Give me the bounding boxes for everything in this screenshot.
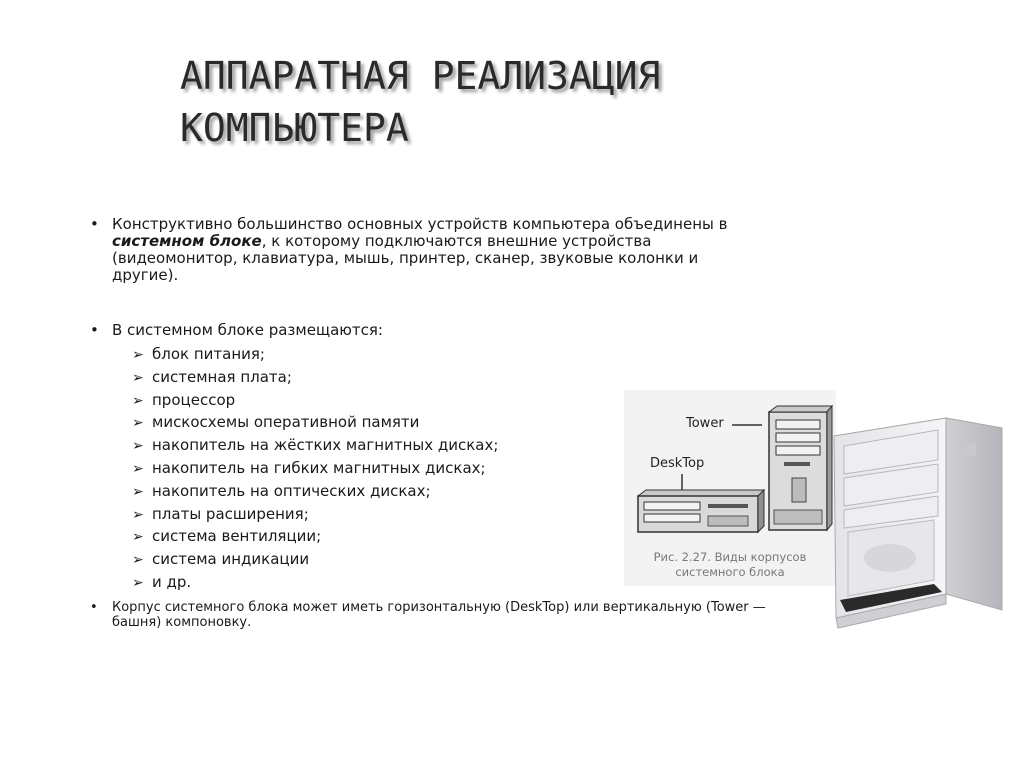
title-line-2: КОМПЬЮТЕРА [180, 106, 409, 150]
tower-case-icon [769, 406, 832, 530]
list-item: ➢ накопитель на оптических дисках; [132, 480, 612, 503]
arrow-bullet-icon: ➢ [132, 392, 144, 409]
list-item: ➢ мискосхемы оперативной памяти [132, 411, 612, 434]
title-line-1: АППАРАТНАЯ РЕАЛИЗАЦИЯ [180, 54, 661, 98]
components-list [132, 343, 612, 594]
list-item: ➢ системная плата; [132, 366, 612, 389]
arrow-bullet-icon: ➢ [132, 347, 144, 363]
list-item: ➢ блок питания; [132, 343, 612, 366]
list-item: ➢ процессор [132, 389, 612, 412]
slide-title [180, 50, 820, 154]
figure-caption: Рис. 2.27. Виды корпусов системного блока [653, 550, 807, 579]
para1-text-a: Конструктивно большинство основных устройств компьютера объединены в [112, 215, 728, 233]
paragraph-system-unit [92, 216, 762, 284]
arrow-bullet-icon: ➢ [132, 369, 144, 386]
arrow-bullet-icon: ➢ [132, 529, 144, 546]
list-item: ➢ система индикации [132, 548, 612, 571]
arrow-bullet-icon: ➢ [132, 552, 144, 569]
bullet: • [90, 600, 98, 615]
list-item: ➢ накопитель на жёстких магнитных дисках; [132, 434, 612, 457]
para3-text: Корпус системного блока может иметь горизонтальную (DeskTop) или вертикальную (Tower — башня) компоновку. [112, 600, 766, 630]
arrow-bullet-icon: ➢ [132, 460, 144, 477]
case-types-figure [624, 390, 836, 586]
bullet: • [90, 215, 99, 233]
arrow-bullet-icon: ➢ [132, 506, 144, 523]
paragraph-case-layout [92, 600, 772, 630]
list-item: ➢ накопитель на гибких магнитных дисках; [132, 457, 612, 480]
arrow-bullet-icon: ➢ [132, 438, 144, 455]
tower-label: Tower [686, 416, 724, 431]
para1-text-b: , к которому подключаются внешние устройства (видеомонитор, клавиатура, мышь, принтер, сканер, звуковые колонки и другие). [112, 232, 699, 284]
arrow-bullet-icon: ➢ [132, 483, 144, 500]
arrow-bullet-icon: ➢ [132, 415, 144, 432]
para2-text: В системном блоке размещаются: [112, 321, 383, 339]
list-item: ➢ и др. [132, 571, 612, 594]
desktop-label: DeskTop [650, 456, 705, 471]
bullet: • [90, 321, 99, 339]
tower-pc-image [826, 404, 1004, 636]
para1-emphasis: системном блоке [112, 232, 262, 250]
paragraph-contents-heading [92, 322, 592, 339]
arrow-bullet-icon: ➢ [132, 574, 144, 591]
list-item: ➢ система вентиляции; [132, 525, 612, 548]
desktop-case-icon [638, 490, 764, 532]
list-item: ➢ платы расширения; [132, 503, 612, 526]
